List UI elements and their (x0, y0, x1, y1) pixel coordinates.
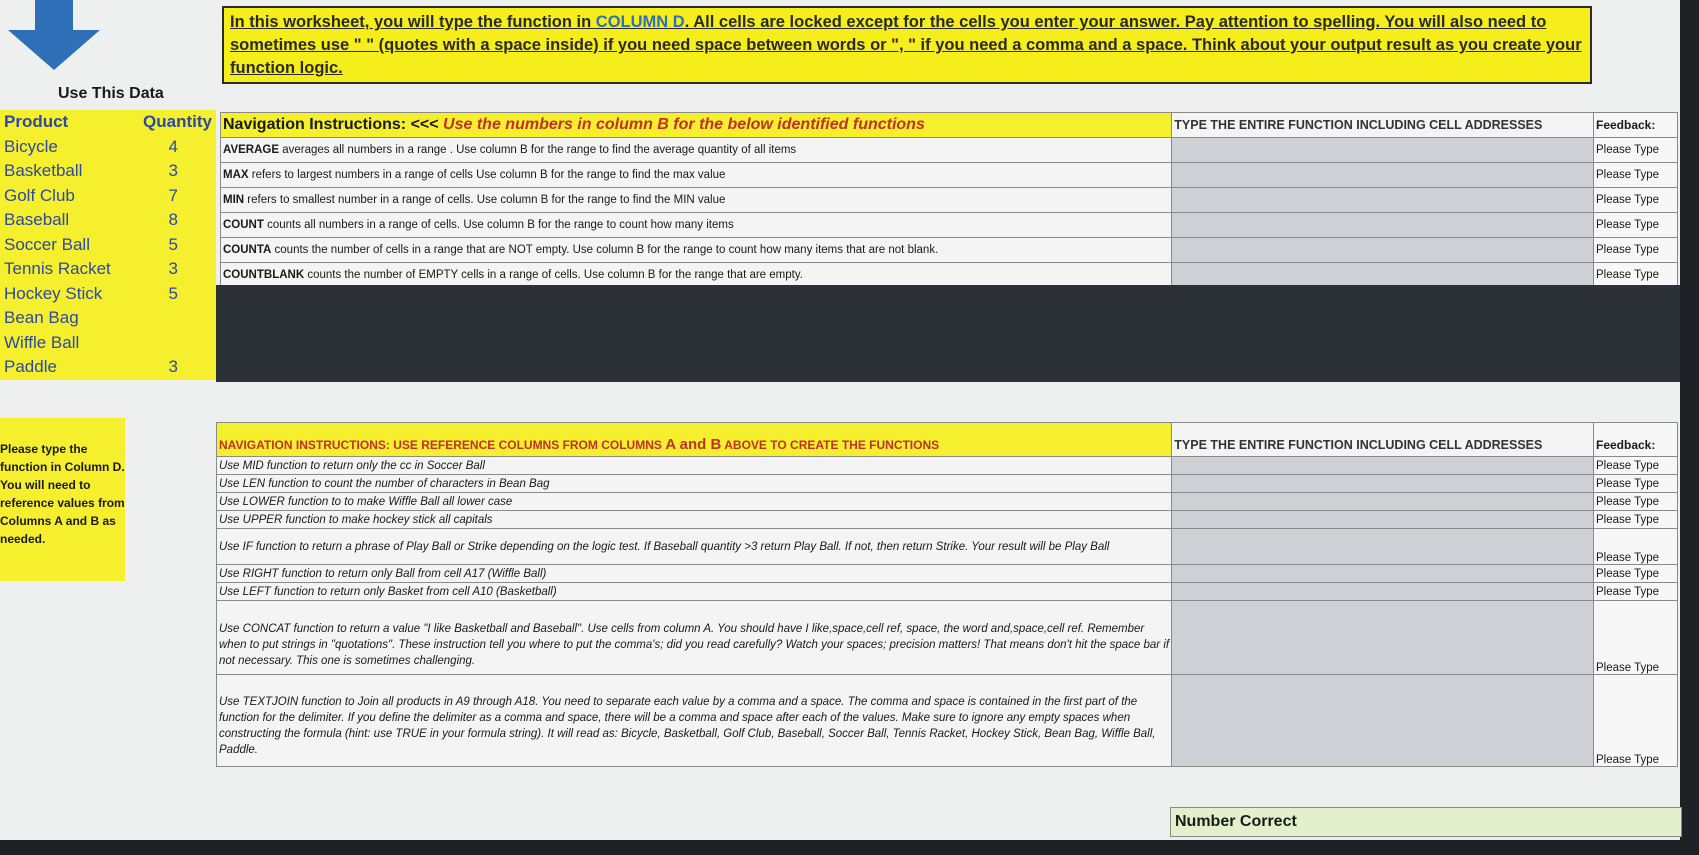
text-functions-table (216, 422, 1678, 767)
feedback-cell: Please Type (1594, 529, 1678, 565)
quantity-cell[interactable]: 7 (168, 185, 178, 205)
feedback-cell: Please Type (1594, 511, 1678, 529)
product-cell[interactable]: Golf Club (4, 185, 75, 205)
feedback-header: Feedback: (1594, 423, 1678, 457)
product-cell[interactable]: Paddle (4, 357, 57, 376)
feedback-cell: Please Type (1594, 238, 1678, 263)
feedback-cell: Please Type (1594, 583, 1678, 601)
data-header-row (0, 110, 216, 135)
banner-text-rest: . All cells are locked except for the cells you enter your answer. Pay attention to spelling. You will also need to sometimes use " " (quotes with a space inside) if you need space between words or ", " if you need a comma and a space. Think about your output result as you create your function logic. (230, 13, 1582, 77)
data-row (0, 233, 216, 258)
product-cell[interactable]: Bicycle (4, 136, 58, 156)
instruction-cell: Use MID function to return only the cc in Soccer Ball (217, 457, 1172, 475)
banner-column-ref: COLUMN D (595, 13, 685, 31)
product-cell[interactable]: Hockey Stick (4, 283, 103, 303)
answer-cell[interactable] (1172, 529, 1594, 565)
quantity-cell[interactable]: 4 (168, 136, 178, 156)
answer-cell[interactable] (1172, 601, 1594, 675)
instruction-cell: COUNT counts all numbers in a range of cells. Use column B for the range to count how many items (221, 213, 1172, 238)
product-cell[interactable]: Baseball (4, 210, 70, 229)
empty-dark-region (216, 285, 1680, 382)
instruction-cell: Use LEN function to count the number of characters in Bean Bag (217, 475, 1172, 493)
feedback-cell: Please Type (1594, 565, 1678, 583)
answer-cell[interactable] (1172, 475, 1594, 493)
product-cell[interactable]: Tennis Racket (4, 259, 111, 278)
data-row (0, 257, 216, 282)
answer-cell[interactable] (1172, 583, 1594, 601)
feedback-cell: Please Type (1594, 675, 1678, 767)
answer-cell[interactable] (1172, 188, 1594, 213)
instruction-cell: Use TEXTJOIN function to Join all products in A9 through A18. You need to separate each value by a comma and a space. The comma and space is contained in the first part of the function for the delimiter. If you define the delimiter as a comma and space, there will be a comma and space after each of the values. Make sure to ignore any empty spaces when constructing the formula (hint: use TRUE in your formula string). It will read as: Bicycle, Basketball, Golf Club, Baseball, Soccer Ball, Tennis Racket, Hockey Stick, Bean Bag, Wiffle Ball, Paddle. (217, 675, 1172, 767)
quantity-cell[interactable]: 3 (168, 357, 178, 376)
product-cell[interactable]: Bean Bag (4, 308, 79, 327)
banner-text: In this worksheet, you will type the function in (230, 13, 596, 31)
quantity-cell[interactable]: 3 (168, 259, 178, 278)
answer-cell[interactable] (1172, 675, 1594, 767)
product-cell[interactable]: Wiffle Ball (4, 332, 80, 352)
feedback-cell: Please Type (1594, 213, 1678, 238)
instruction-cell: COUNTBLANK counts the number of EMPTY cells in a range of cells. Use column B for the range that are empty. (221, 263, 1172, 288)
data-row (0, 331, 216, 356)
instruction-cell: MAX refers to largest numbers in a range of cells Use column B for the range to find the max value (221, 163, 1172, 188)
quantity-cell[interactable]: 5 (168, 283, 178, 303)
feedback-cell: Please Type (1594, 601, 1678, 675)
instructions-banner (222, 6, 1592, 84)
data-row (0, 208, 216, 233)
instruction-cell: COUNTA counts the number of cells in a range that are NOT empty. Use column B for the range to count how many items that are not blank. (221, 238, 1172, 263)
answer-cell[interactable] (1172, 511, 1594, 529)
feedback-cell: Please Type (1594, 475, 1678, 493)
table2-header-b: A and B (665, 436, 722, 453)
quantity-cell[interactable]: 3 (168, 161, 178, 180)
instruction-cell: Use LEFT function to return only Basket from cell A10 (Basketball) (217, 583, 1172, 601)
table1-header-prefix: Navigation Instructions: <<< (223, 116, 444, 133)
quantity-cell[interactable]: 5 (168, 234, 178, 254)
table2-header-a: NAVIGATION INSTRUCTIONS: USE REFERENCE COLUMNS FROM COLUMNS (219, 438, 666, 452)
basic-functions-table (220, 112, 1678, 288)
answer-column-header: TYPE THE ENTIRE FUNCTION INCLUDING CELL ADDRESSES (1172, 113, 1594, 138)
instruction-cell: Use LOWER function to to make Wiffle Ball all lower case (217, 493, 1172, 511)
product-cell[interactable]: Basketball (4, 161, 83, 180)
instruction-cell: Use UPPER function to make hockey stick all capitals (217, 511, 1172, 529)
side-instruction-note: Please type the function in Column D. You will need to reference values from Columns A and B as needed. (0, 418, 125, 581)
answer-cell[interactable] (1172, 138, 1594, 163)
answer-cell[interactable] (1172, 213, 1594, 238)
feedback-cell: Please Type (1594, 163, 1678, 188)
instruction-cell: Use IF function to return a phrase of Play Ball or Strike depending on the logic test. If Baseball quantity >3 return Play Ball. If not, then return Strike. Your result will be Play Ball (217, 529, 1172, 565)
data-row (0, 355, 216, 380)
answer-column-header: TYPE THE ENTIRE FUNCTION INCLUDING CELL ADDRESSES (1172, 423, 1594, 457)
answer-cell[interactable] (1172, 565, 1594, 583)
feedback-cell: Please Type (1594, 263, 1678, 288)
feedback-cell: Please Type (1594, 493, 1678, 511)
data-row (0, 159, 216, 184)
quantity-cell[interactable]: 8 (168, 210, 178, 229)
data-row (0, 306, 216, 331)
answer-cell[interactable] (1172, 238, 1594, 263)
feedback-header: Feedback: (1594, 113, 1678, 138)
data-row (0, 135, 216, 160)
data-title: Use This Data (58, 85, 164, 102)
instruction-cell: Use CONCAT function to return a value "I like Basketball and Baseball". Use cells from column A. You should have I like,space,cell ref, space, the word and,space,cell ref. Remember when to put strings in "quotations". These instruction tell you where to put the comma's; did you read carefully? Watch your spaces; precision matters! That means don't hit the space bar if not necessary. This one is sometimes challenging. (217, 601, 1172, 675)
answer-cell[interactable] (1172, 493, 1594, 511)
instruction-cell: MIN refers to smallest number in a range of cells. Use column B for the range to find the MIN value (221, 188, 1172, 213)
answer-cell[interactable] (1172, 263, 1594, 288)
answer-cell[interactable] (1172, 163, 1594, 188)
product-cell[interactable]: Soccer Ball (4, 234, 90, 254)
data-row (0, 282, 216, 307)
table1-header-suffix: Use the numbers in column B for the below identified functions (443, 116, 925, 133)
data-row (0, 184, 216, 209)
product-header[interactable]: Product (4, 112, 69, 131)
quantity-header[interactable]: Quantity (143, 112, 212, 131)
feedback-cell: Please Type (1594, 138, 1678, 163)
feedback-cell: Please Type (1594, 457, 1678, 475)
instruction-cell: Use RIGHT function to return only Ball from cell A17 (Wiffle Ball) (217, 565, 1172, 583)
feedback-cell: Please Type (1594, 188, 1678, 213)
data-block (0, 110, 216, 380)
table2-header-c: ABOVE TO CREATE THE FUNCTIONS (721, 438, 940, 452)
table2-header (217, 423, 1172, 457)
table1-header (221, 113, 1172, 138)
answer-cell[interactable] (1172, 457, 1594, 475)
instruction-cell: AVERAGE averages all numbers in a range . Use column B for the range to find the average quantity of all items (221, 138, 1172, 163)
number-correct-label: Number Correct (1170, 807, 1682, 837)
